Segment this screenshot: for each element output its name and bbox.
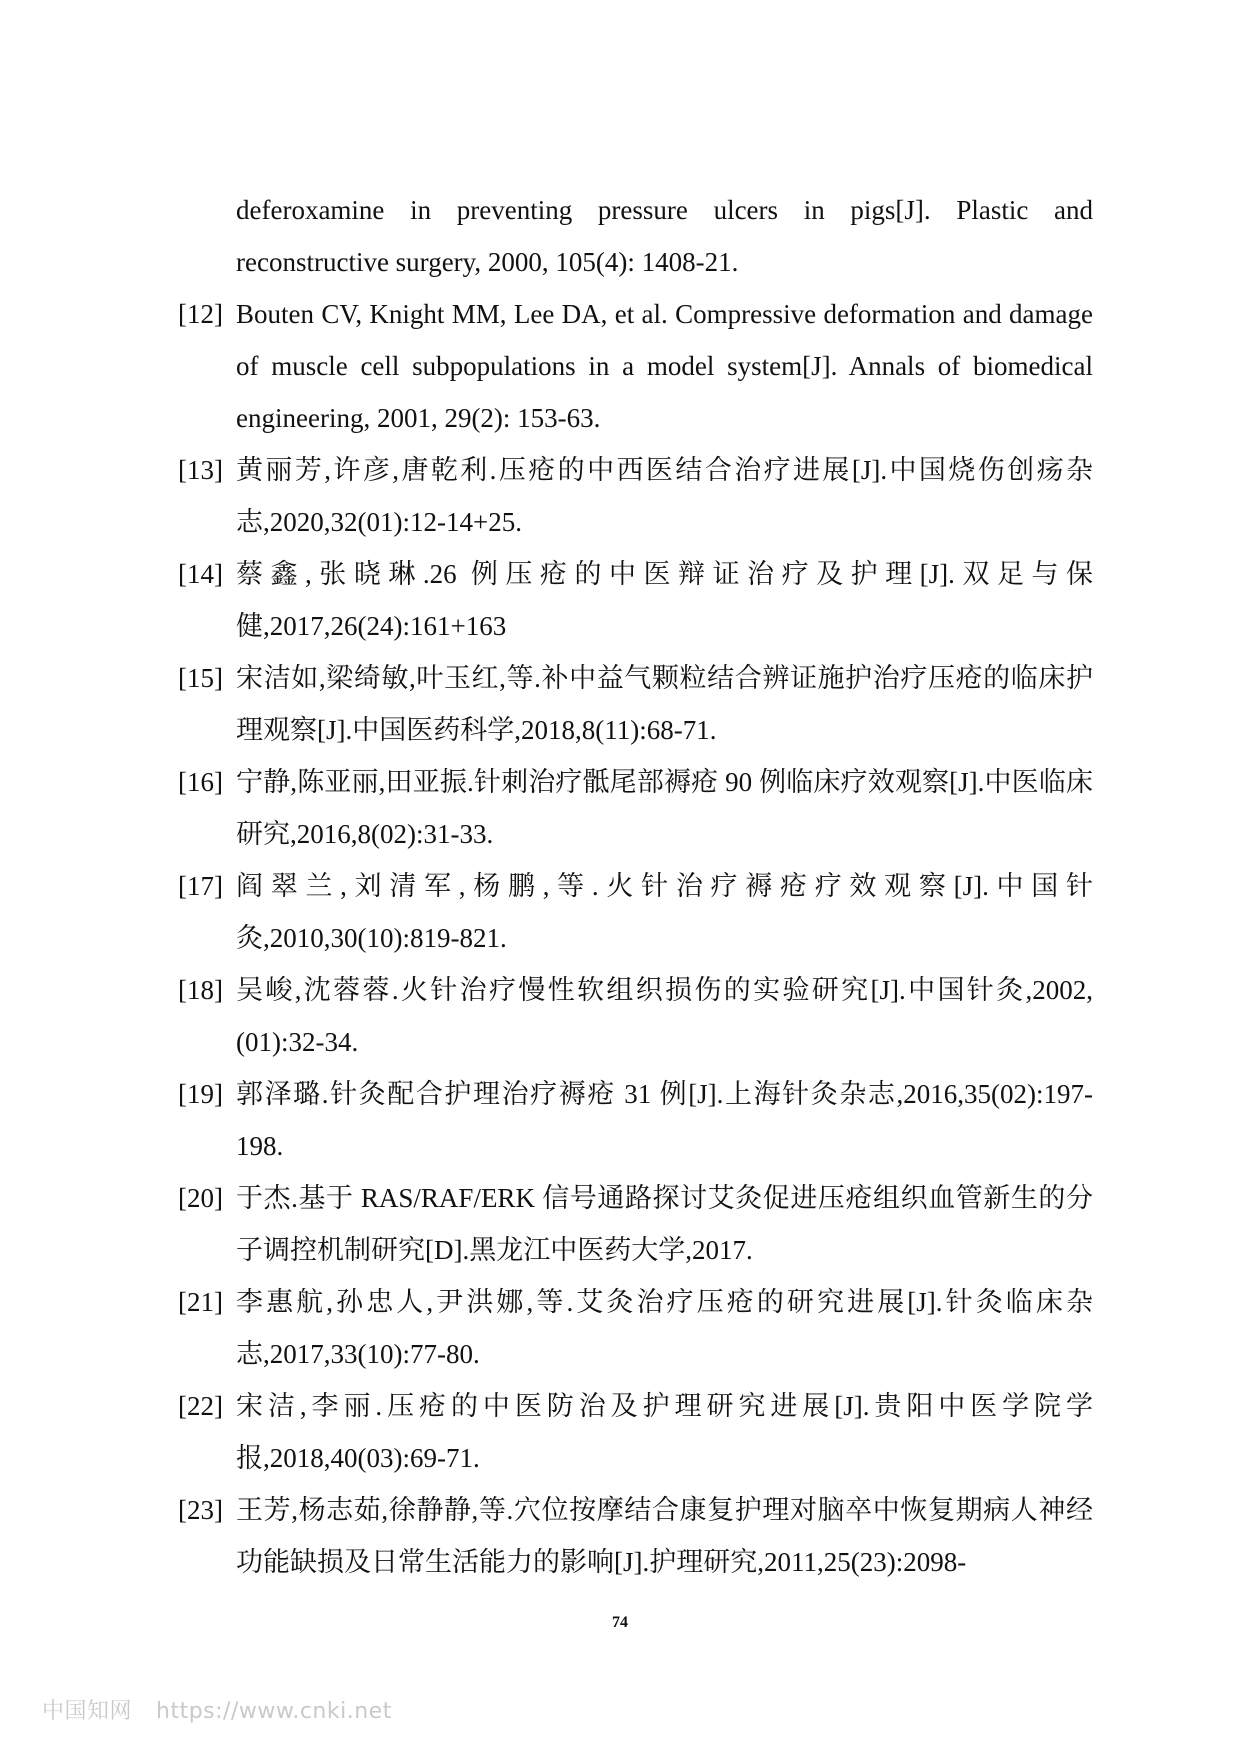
reference-item — [178, 444, 1093, 548]
reference-item — [178, 1484, 1093, 1588]
reference-item — [178, 288, 1093, 444]
reference-list — [178, 184, 1093, 1588]
reference-item — [178, 860, 1093, 964]
reference-number: [20] — [178, 1183, 223, 1213]
reference-number: [19] — [178, 1079, 223, 1109]
reference-item — [178, 1172, 1093, 1276]
reference-text: 宁静,陈亚丽,田亚振.针刺治疗骶尾部褥疮 90 例临床疗效观察[J].中医临床研究,2016,8(02):31-33. — [236, 767, 1093, 849]
reference-item — [178, 1068, 1093, 1172]
reference-text: 蔡鑫,张晓琳.26 例压疮的中医辩证治疗及护理[J].双足与保健,2017,26(24):161+163 — [236, 559, 1093, 641]
reference-text: 王芳,杨志茹,徐静静,等.穴位按摩结合康复护理对脑卒中恢复期病人神经功能缺损及日常生活能力的影响[J].护理研究,2011,25(23):2098- — [236, 1495, 1093, 1577]
reference-text: 于杰.基于 RAS/RAF/ERK 信号通路探讨艾灸促进压疮组织血管新生的分子调控机制研究[D].黑龙江中医药大学,2017. — [236, 1183, 1093, 1265]
reference-text: 吴峻,沈蓉蓉.火针治疗慢性软组织损伤的实验研究[J].中国针灸,2002,(01):32-34. — [236, 975, 1093, 1057]
reference-text: 宋洁,李丽.压疮的中医防治及护理研究进展[J].贵阳中医学院学报,2018,40(03):69-71. — [236, 1391, 1093, 1473]
reference-number: [15] — [178, 663, 223, 693]
reference-text: 宋洁如,梁绮敏,叶玉红,等.补中益气颗粒结合辨证施护治疗压疮的临床护理观察[J].中国医药科学,2018,8(11):68-71. — [236, 663, 1093, 745]
reference-text: Bouten CV, Knight MM, Lee DA, et al. Compressive deformation and damage of muscle cell subpopulations in a model system[J]. Annals of biomedical engineering, 2001, 29(2): 153-63. — [236, 299, 1093, 433]
reference-item — [178, 1276, 1093, 1380]
reference-text: 郭泽璐.针灸配合护理治疗褥疮 31 例[J].上海针灸杂志,2016,35(02):197-198. — [236, 1079, 1093, 1161]
reference-item — [178, 184, 1093, 288]
page-number: 74 — [612, 1614, 628, 1631]
watermark-url: https://www.cnki.net — [156, 1699, 392, 1724]
reference-number: [13] — [178, 455, 223, 485]
reference-number: [18] — [178, 975, 223, 1005]
reference-number: [23] — [178, 1495, 223, 1525]
reference-number: [17] — [178, 871, 223, 901]
reference-item — [178, 652, 1093, 756]
cnki-watermark — [42, 1694, 392, 1725]
reference-item — [178, 756, 1093, 860]
reference-text: 阎翠兰,刘清军,杨鹏,等.火针治疗褥疮疗效观察[J].中国针灸,2010,30(10):819-821. — [236, 871, 1093, 953]
watermark-brand: 中国知网 — [42, 1699, 133, 1724]
reference-text: 李惠航,孙忠人,尹洪娜,等.艾灸治疗压疮的研究进展[J].针灸临床杂志,2017,33(10):77-80. — [236, 1287, 1093, 1369]
reference-number: [12] — [178, 299, 223, 329]
reference-item — [178, 1380, 1093, 1484]
reference-number: [21] — [178, 1287, 223, 1317]
reference-item — [178, 548, 1093, 652]
reference-item — [178, 964, 1093, 1068]
reference-text: 黄丽芳,许彦,唐乾利.压疮的中西医结合治疗进展[J].中国烧伤创疡杂志,2020,32(01):12-14+25. — [236, 455, 1093, 537]
reference-number: [16] — [178, 767, 223, 797]
reference-number: [22] — [178, 1391, 223, 1421]
reference-text: deferoxamine in preventing pressure ulcers in pigs[J]. Plastic and reconstructive surgery, 2000, 105(4): 1408-21. — [236, 195, 1093, 277]
reference-number: [14] — [178, 559, 223, 589]
